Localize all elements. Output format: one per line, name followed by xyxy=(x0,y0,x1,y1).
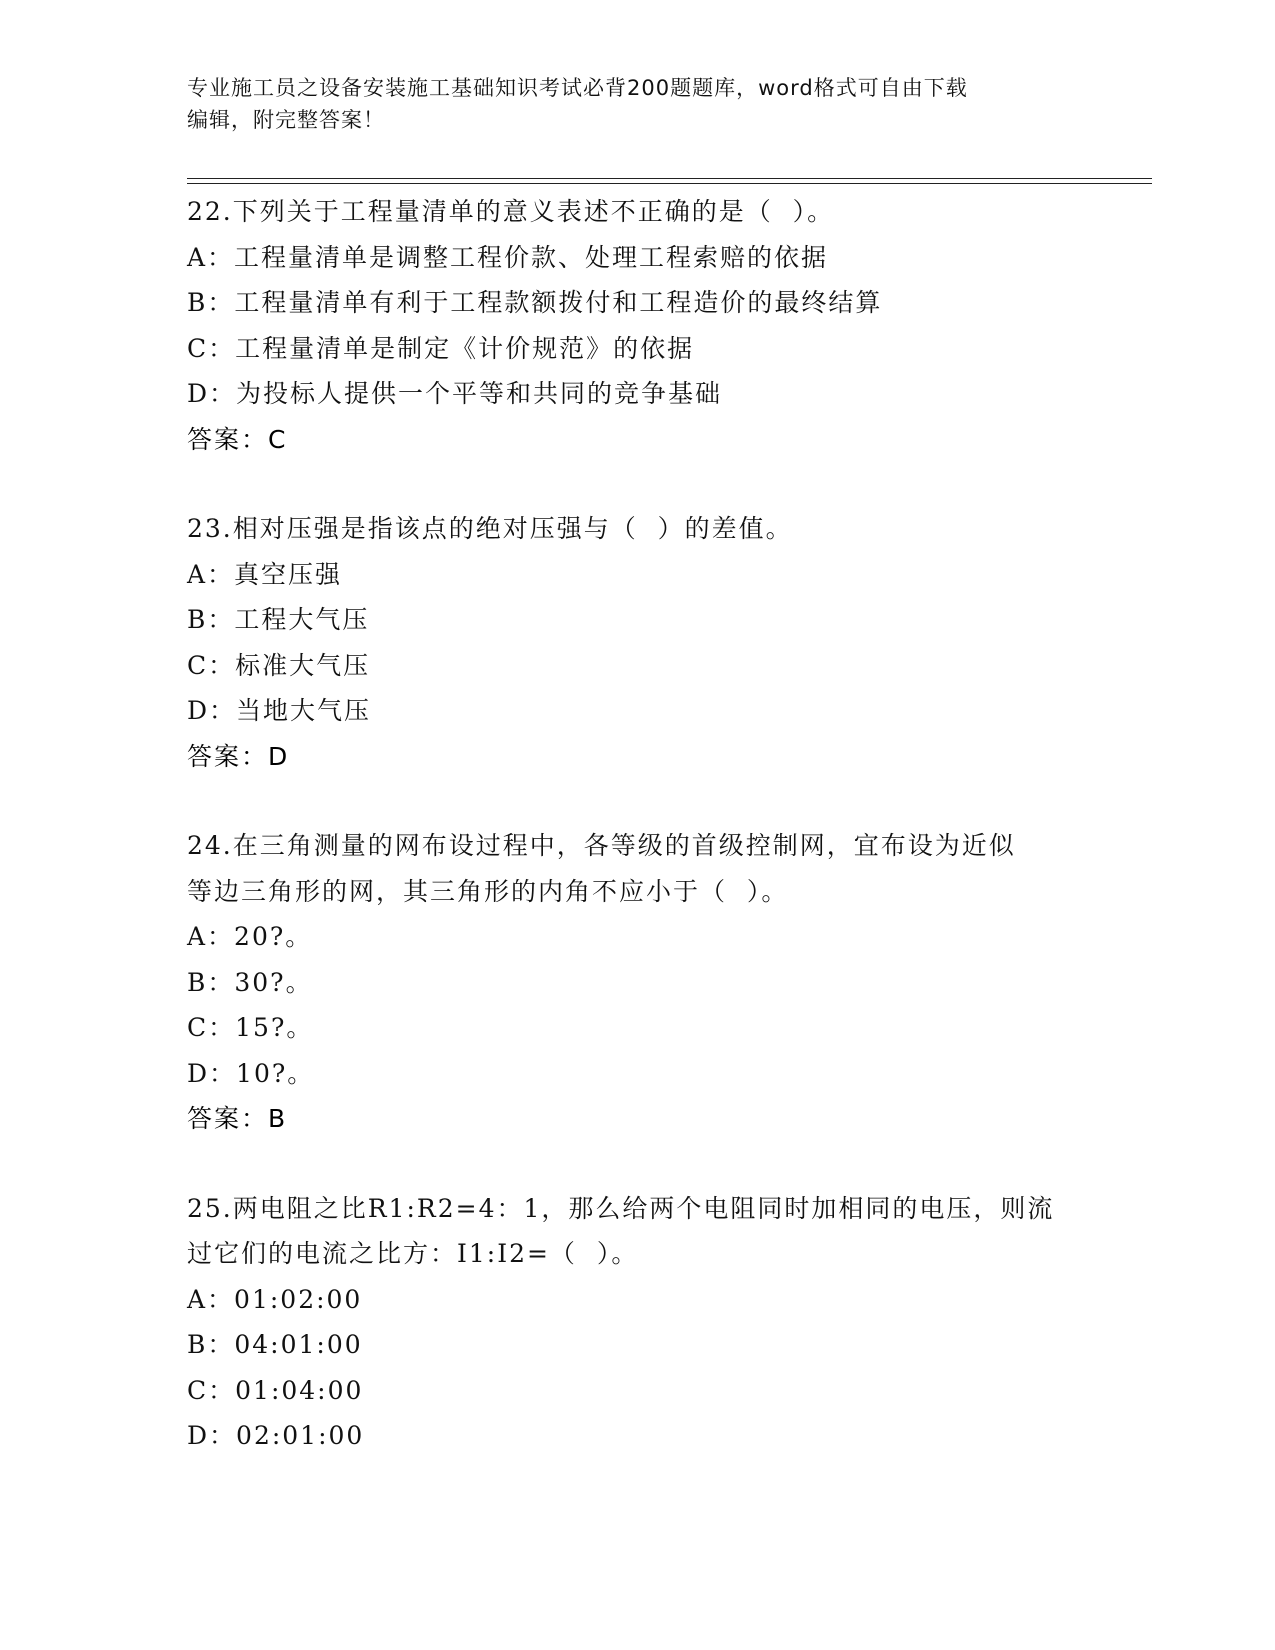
question-24 xyxy=(187,823,1087,1142)
question-stem: 25.两电阻之比R1:R2=4：1，那么给两个电阻同时加相同的电压，则流 过它们的电流之比方：I1:I2=（ ）。 xyxy=(187,1193,1055,1268)
header-divider-top xyxy=(187,178,1152,179)
answer-line: 答案：C xyxy=(187,424,288,454)
option-b: B：30?。 xyxy=(187,967,313,997)
option-d: D：02:01:00 xyxy=(187,1421,365,1450)
option-a: A：工程量清单是调整工程价款、处理工程索赔的依据 xyxy=(187,242,829,272)
option-c: C：15?。 xyxy=(187,1013,314,1042)
option-b: B：04:01:00 xyxy=(187,1330,363,1359)
option-d: D：当地大气压 xyxy=(187,696,372,725)
option-d: D：10?。 xyxy=(187,1058,315,1088)
option-c: C：标准大气压 xyxy=(187,650,371,680)
question-stem: 23.相对压强是指该点的绝对压强与（ ）的差值。 xyxy=(187,514,793,543)
option-c: C：工程量清单是制定《计价规范》的依据 xyxy=(187,333,695,363)
question-25 xyxy=(187,1186,1087,1459)
option-c: C：01:04:00 xyxy=(187,1375,364,1405)
option-a: A：20?。 xyxy=(187,922,313,951)
option-a: A：01:02:00 xyxy=(187,1284,363,1314)
answer-line: 答案：B xyxy=(187,1104,288,1133)
option-b: B：工程大气压 xyxy=(187,605,370,634)
question-stem: 22.下列关于工程量清单的意义表述不正确的是（ ）。 xyxy=(187,197,835,226)
option-d: D：为投标人提供一个平等和共同的竞争基础 xyxy=(187,379,723,408)
header-divider-bottom xyxy=(187,183,1152,184)
option-b: B：工程量清单有利于工程款额拨付和工程造价的最终结算 xyxy=(187,288,883,317)
question-23 xyxy=(187,506,1087,779)
question-stem: 24.在三角测量的网布设过程中，各等级的首级控制网，宜布设为近似 等边三角形的网，其三角形的内角不应小于（ ）。 xyxy=(187,831,1016,906)
answer-line: 答案：D xyxy=(187,741,290,771)
question-list xyxy=(187,189,1087,1503)
question-22 xyxy=(187,189,1087,462)
document-header: 专业施工员之设备安装施工基础知识考试必背200题题库，word格式可自由下载 编辑，附完整答案！ xyxy=(187,76,968,132)
option-a: A：真空压强 xyxy=(187,559,343,589)
